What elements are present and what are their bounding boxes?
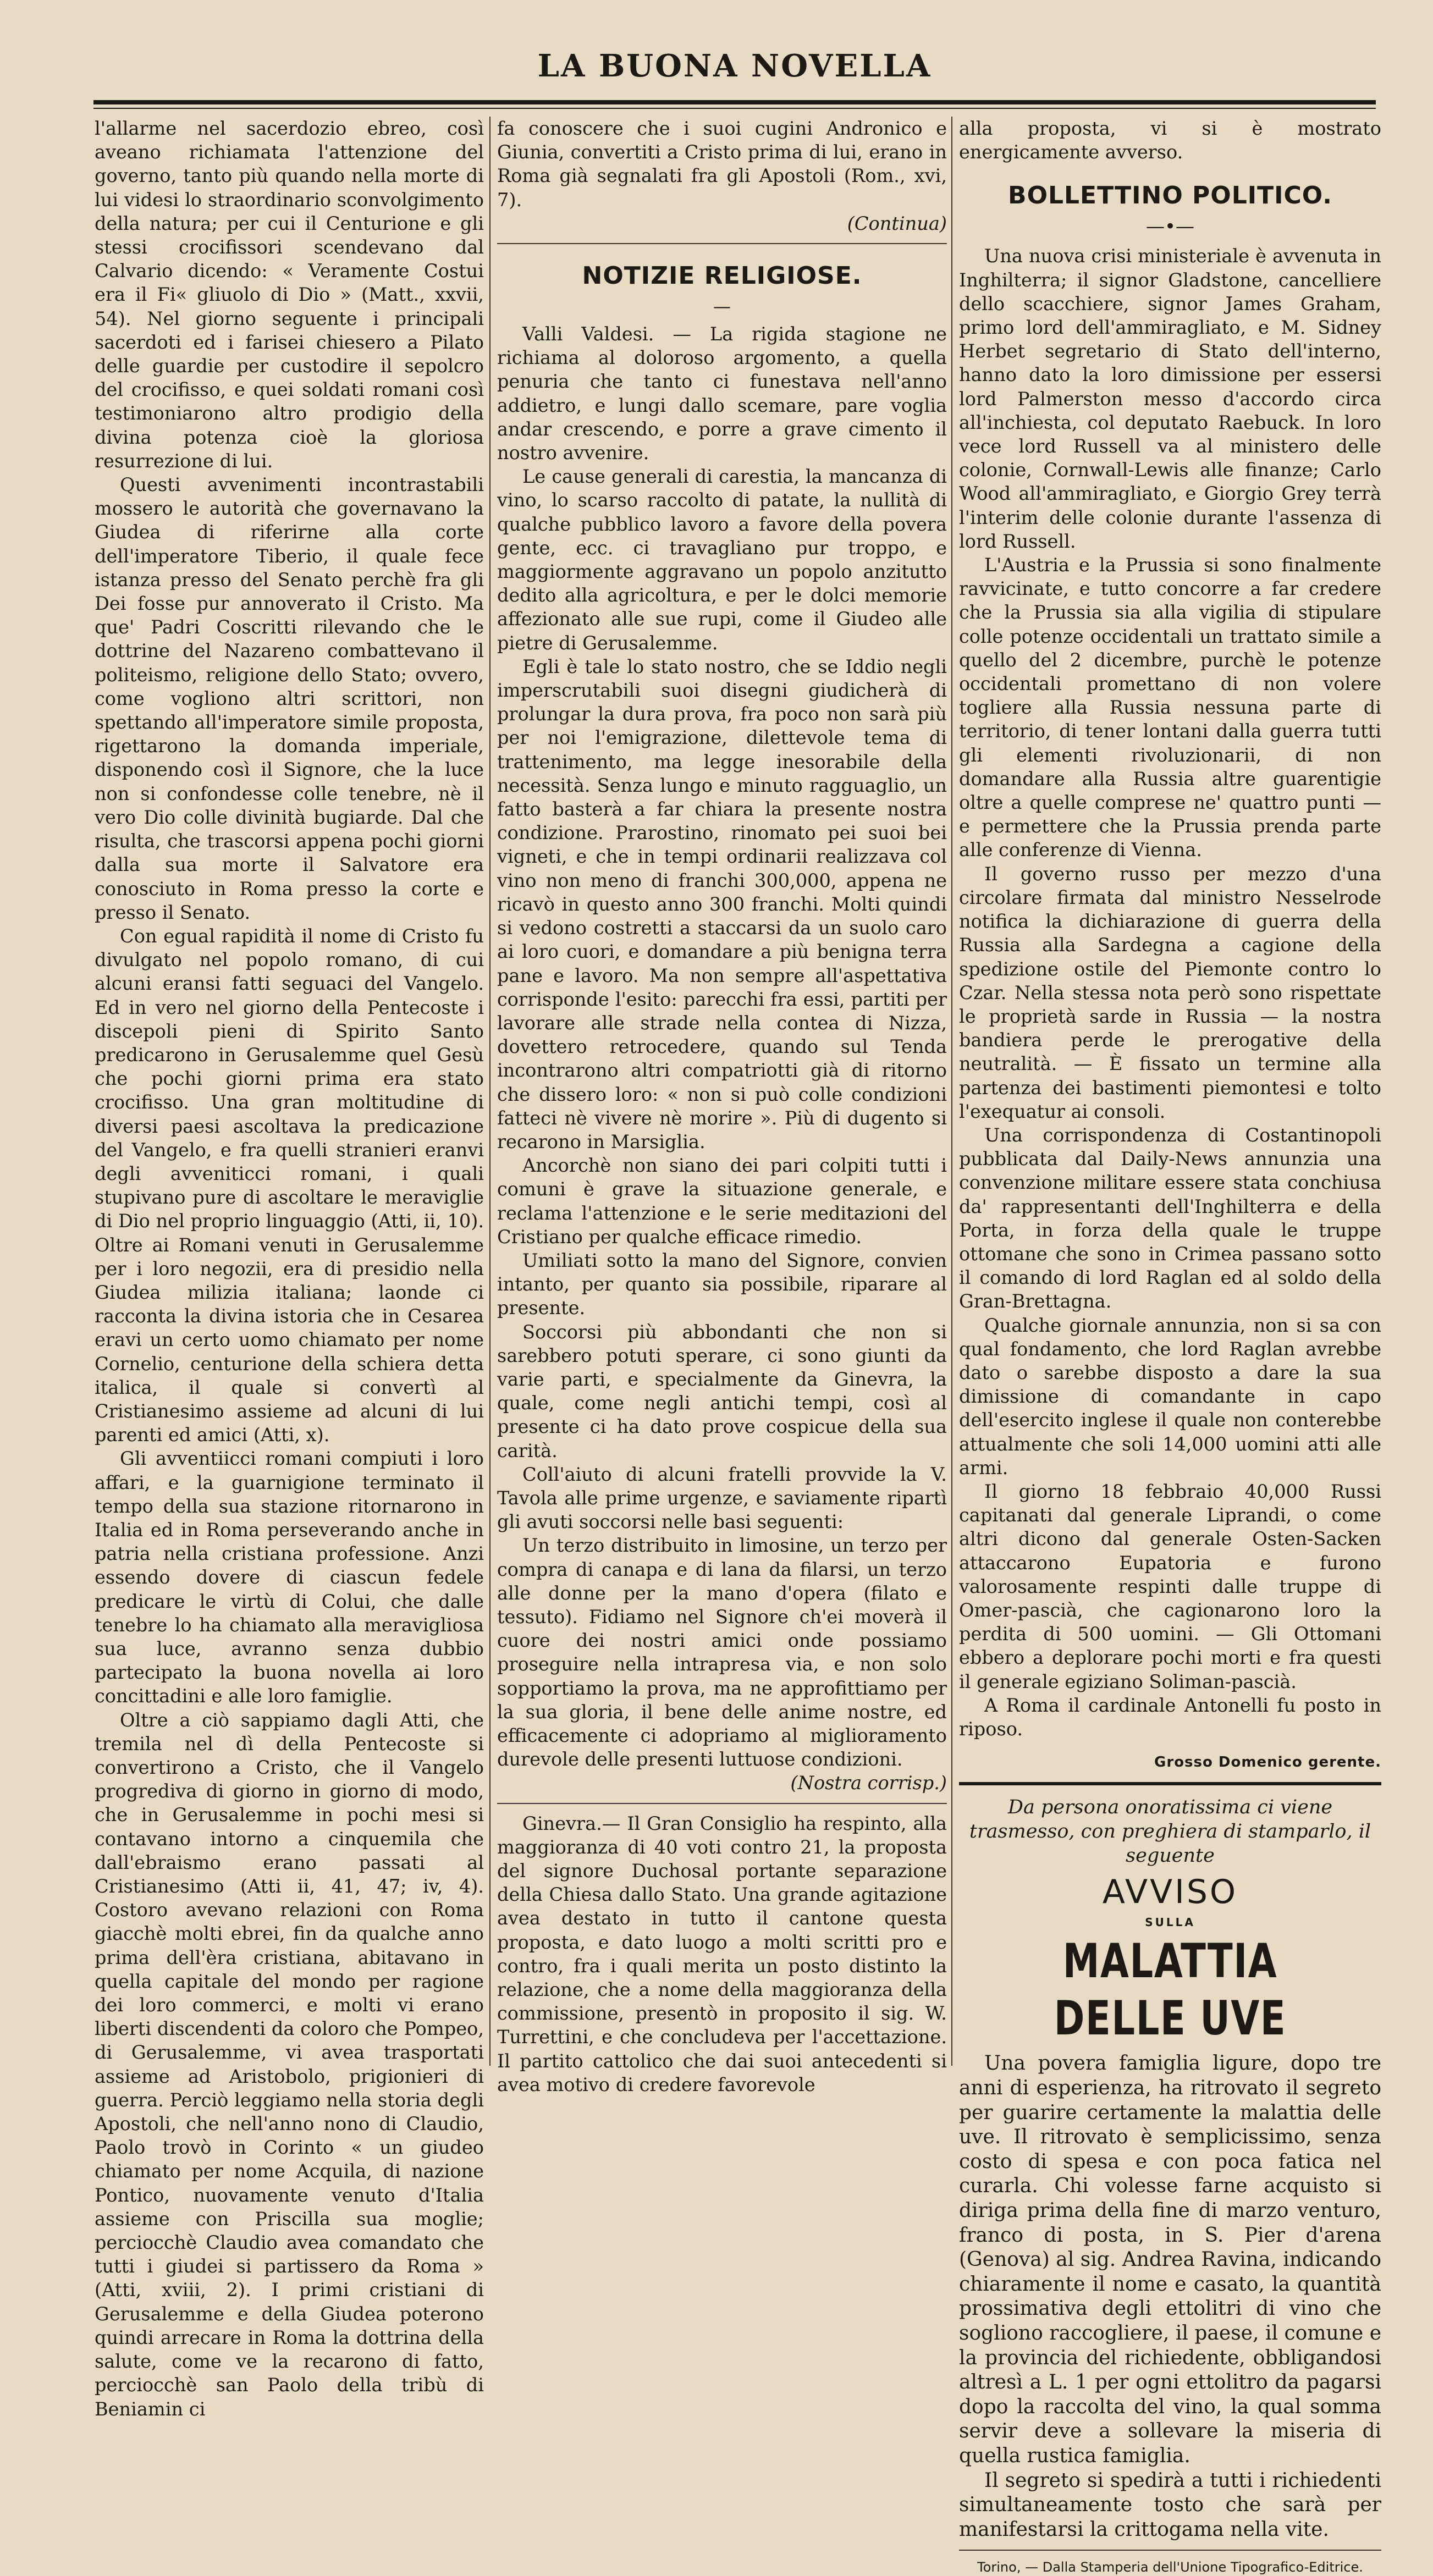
article-paragraph: Ginevra.— Il Gran Consiglio ha respinto, alla maggioranza di 40 voti contro 21, la proposta del signore Duchosal portante separazione della Chiesa dallo Stato. Una grande agitazione avea destato in tutto il cantone questa proposta, e dato luogo a molti scritti pro e contro, fra i quali merita un posto distinto la relazione, che a nome della maggioranza della commissione, presentò in proposito il sig. W. Turrettini, e che concludeva per l'accettazione. Il partito cattolico che dai suoi antecedenti si avea motivo di credere favorevole: [497, 1812, 947, 2095]
column-1: [95, 117, 484, 2421]
article-paragraph: Questi avvenimenti incontrastabili mossero le autorità che governavano la Giudea di riferirne alla corte dell'imperatore Tiberio, il quale fece istanza presso del Senato perchè fra gli Dei fosse pur annoverato il Cristo. Ma que' Padri Coscritti rilevando che le dottrine del Nazareno combattevano il politeismo, religione dello Stato; ovvero, come vogliono altri scrittori, non spettando all'imperatore simile proposta, rigettarono la domanda imperiale, disponendo così il Signore, che la luce non si confondesse colle tenebre, nè il vero Dio colle divinità bugiarde. Dal che risulta, che trascorsi appena pochi giorni dalla sua morte il Salvatore era conosciuto in Roma presso la corte e presso il Senato.: [95, 474, 484, 923]
continua-note: (Continua): [847, 212, 947, 234]
section-title-bollettino: BOLLETTINO POLITICO.: [1008, 181, 1332, 210]
article-paragraph: Qualche giornale annunzia, non si sa con qual fondamento, che lord Raglan avrebbe dato o sarebbe disposto a dare la sua dimissione di comandante in capo dell'esercito inglese il quale non conterebbe attualmente che soli 14,000 uomini atti alle armi.: [959, 1314, 1381, 1479]
article-paragraph: Ancorchè non siano dei pari colpiti tutti i comuni è grave la situazione generale, e reclama l'attenzione e le serie meditazioni del Cristiano per qualche efficace rimedio.: [497, 1155, 947, 1248]
notice-paragraph: Il segreto si spedirà a tutti i richiedenti simultaneamente tosto che sarà per manifestarsi la crittogama nella vite.: [959, 2469, 1381, 2541]
article-paragraph: Oltre a ciò sappiamo dagli Atti, che tremila nel dì della Pentecoste si convertirono a Cristo, che il Vangelo progrediva di giorno in giorno di modo, che in Gerusalemme in pochi mesi si contavano intorno a cinquemila che dall'ebraismo erano passati al Cristianesimo (Atti ii, 41, 47; iv, 4). Costoro avevano relazioni con Roma giacchè molti ebrei, fin da qualche anno prima dell'èra cristiana, abitavano in quella capitale del mondo per ragione dei loro commerci, e molti vi erano liberti discendenti da coloro che Pompeo, di Gerusalemme, vi avea trasportati assieme ad Aristobolo, prigionieri di guerra. Perciò leggiamo nella storia degli Apostoli, che nell'anno nono di Claudio, Paolo trovò in Corinto « un giudeo chiamato per nome Acquila, di nazione Pontico, nuovamente venuto d'Italia assieme con Priscilla sua moglie; perciocchè Claudio avea comandato che tutti i giudei si partissero da Roma » (Atti, xviii, 2). I primi cristiani di Gerusalemme e della Giudea poterono quindi arrecare in Roma la dottrina della salute, come ve la recarono di fatto, perciocchè san Paolo della tribù di Beniamin ci: [95, 1709, 484, 2420]
article-paragraph: Il governo russo per mezzo d'una circolare firmata dal ministro Nesselrode notifica la dichiarazione di guerra della Russia alla Sardegna a cagione della spedizione ostile del Piemonte contro lo Czar. Nella stessa nota però sono rispettate le proprietà sarde in Russia — la nostra bandiera perde le prerogative della neutralità. — È fissato un termine alla partenza dei bastimenti piemontesi e tolto l'exequatur ai consoli.: [959, 863, 1381, 1122]
article-paragraph: Soccorsi più abbondanti che non si sarebbero potuti sperare, ci sono giunti da varie parti, e specialmente da Ginevra, la quale, come negli antichi tempi, così al presente ci ha dato prove cospicue della sua carità.: [497, 1321, 947, 1461]
section-divider: [959, 2550, 1381, 2551]
header-rule: [93, 100, 1376, 104]
article-paragraph: Gli avventiicci romani compiuti i loro affari, e la guarnigione terminato il tempo della sua stazione ritornarono in Italia ed in Roma perseverando anche in patria nella cristiana professione. Anzi essendo dovere di ciascun fedele predicare le virtù di Colui, che dalle tenebre lo ha chiamato alla meravigliosa sua luce, avranno senza dubbio partecipato la buona novella ai loro concittadini e alle loro famiglie.: [95, 1448, 484, 1707]
article-paragraph: alla proposta, vi si è mostrato energicamente avverso.: [959, 118, 1381, 163]
article-paragraph: Egli è tale lo stato nostro, che se Iddio negli imperscrutabili suoi disegni giudicherà di prolungar la dura prova, fra poco non sarà più per noi l'emigrazione, dilettevole tema di trattenimento, ma legge inesorabile della necessità. Senza lungo e minuto ragguaglio, un fatto basterà a far chiara la presente nostra condizione. Prarostino, rinomato pei suoi bei vigneti, e che in tempi ordinarii realizzava col vino non meno di franchi 300,000, appena ne ricavò in questo anno 300 franchi. Molti quindi si vedono costretti a staccarsi da un suolo caro ai loro cuori, e domandare a più benigna terra pane e lavoro. Ma non sempre all'aspettativa corrisponde l'esito: parecchi fra essi, partiti per lavorare alle strade nella contea di Nizza, dovettero retrocedere, quando sul Tenda incontrarono altri compatriotti già di ritorno che dissero loro: « non si può colle condizioni fatteci nè vivere nè morire ». Più di dugento si recarono in Marsiglia.: [497, 655, 947, 1152]
article-paragraph: Un terzo distribuito in limosine, un terzo per compra di canapa e di lana da filarsi, un terzo alle donne per la mano d'opera (filato e tessuto). Fidiamo nel Signore ch'ei moverà il cuore dei nostri amici onde possiamo proseguire nella intrapresa via, e non solo sopportiamo la prova, ma ne approfittiamo per la sua gloria, il bene delle anime nostre, ed efficacemente ci adopriamo al miglioramento durevole delle presenti luttuose condizioni.: [497, 1535, 947, 1770]
notice-body: [959, 2051, 1381, 2542]
header-rule-thin: [93, 108, 1376, 109]
article-paragraph: Il giorno 18 febbraio 40,000 Russi capitanati dal generale Liprandi, o come altri dicono dal generale Osten-Sacken attaccarono Eupatoria e furono valorosamente respinti dalle truppe di Omer-pascià, che cagionarono loro la perdita di 500 uomini. — Gli Ottomani ebbero a deplorare pochi morti e fra questi il generale egiziano Soliman-pascià.: [959, 1480, 1381, 1692]
notice-paragraph: Una povera famiglia ligure, dopo tre anni di esperienza, ha ritrovato il segreto per guarire certamente la malattia delle uve. Il ritrovato è semplicissimo, senza costo di spesa e con poca fatica nel curarla. Chi volesse farne acquisto si diriga prima della fine di marzo venturo, franco di posta, in S. Pier d'arena (Genova) al sig. Andrea Ravina, indicando chiaramente il nome e casato, la quantità prossimativa degli ettolitri di vino che sogliono raccogliere, il paese, il comune e la provincia del richiedente, obbligandosi altresì a L. 1 per ogni ettolitro da pagarsi dopo la raccolta del vino, la qual somma servir deve a sollevare la miseria di quella rustica famiglia.: [959, 2052, 1381, 2467]
article-paragraph: Le cause generali di carestia, la mancanza di vino, lo scarso raccolto di patate, la nullità di qualche pubblico lavoro a favore della povera gente, ecc. ci travagliano pur troppo, e maggiormente aggravano un popolo anzitutto dedito alla agricoltura, e per le dolci memorie affezionato alle sue rupi, come il Giudeo alle pietre di Gerusalemme.: [497, 466, 947, 654]
article-paragraph: Una corrispondenza di Costantinopoli pubblicata dal Daily-News annunzia una convenzione militare essere stata conchiusa da' rappresentanti dell'Inghilterra e della Porta, in forza della quale le truppe ottomane che sono in Crimea passano sotto il comando di lord Raglan ed al soldo della Gran-Brettagna.: [959, 1124, 1381, 1312]
notice-title: AVVISO: [1102, 1873, 1238, 1912]
article-paragraph: Valli Valdesi. — La rigida stagione ne richiama al doloroso argomento, a quella penuria che tanto ci funestava nell'anno addietro, e lungi dallo scemare, pare voglia andar crescendo, e porre a grave cimento il nostro avvenire.: [497, 323, 947, 464]
section-divider: [959, 1782, 1381, 1785]
masthead: LA BUONA NOVELLA: [537, 48, 932, 84]
section-divider: [497, 243, 947, 244]
column-divider: [489, 117, 490, 2066]
article-paragraph: l'allarme nel sacerdozio ebreo, così aveano richiamata l'attenzione del governo, tanto più quando nella morte di lui videsi lo straordinario sconvolgimento della natura; per cui il Centurione e gli stessi crocifissori scendevano dal Calvario dicendo: « Veramente Costui era il Fi« gliuolo di Dio » (Matt., xxvii, 54). Nel giorno seguente i principali sacerdoti ed i farisei chiesero a Pilato delle guardie per custodire il sepolcro del crocifisso, e quei soldati romani così testimoniarono altro prodigio della divina potenza cioè la gloriosa resurrezione di lui.: [95, 118, 484, 472]
source-note: (Nostra corrisp.): [790, 1772, 947, 1794]
section-divider: [497, 1803, 947, 1804]
article-paragraph: L'Austria e la Prussia si sono finalmente ravvicinate, e tutto concorre a far credere che la Prussia sia alla vigilia di stipulare colle potenze occidentali un trattato simile a quello del 2 dicembre, purchè le potenze occidentali promettano di non volere togliere alla Russia nessuna parte di territorio, di tener lontani dalla guerra tutti gli elementi rivoluzionarii, di non domandare alla Russia altre guarentigie oltre a quelle comprese ne' quattro punti — e permettere che la Prussia prenda parte alle conferenze di Vienna.: [959, 554, 1381, 861]
notice-subject: MALATTIA DELLE UVE: [1054, 1934, 1287, 2047]
title-ornament: —: [713, 296, 731, 317]
printer-imprint: Torino, — Dalla Stamperia dell'Unione Tipografico-Editrice.: [977, 2560, 1363, 2575]
column-3: [959, 117, 1381, 2576]
notice-intro: Da persona onoratissima ci viene trasmesso, con preghiera di stamparlo, il seguente: [969, 1796, 1371, 1867]
section-title-notizie: NOTIZIE RELIGIOSE.: [582, 262, 862, 290]
article-paragraph: Umiliati sotto la mano del Signore, convien intanto, per quanto sia possibile, riparare al presente.: [497, 1249, 947, 1319]
article-paragraph: Coll'aiuto di alcuni fratelli provvide la V. Tavola alle prime urgenze, e saviamente ripartì gli avuti soccorsi nelle basi seguenti:: [497, 1463, 947, 1533]
article-paragraph: Una nuova crisi ministeriale è avvenuta in Inghilterra; il signor Gladstone, cancelliere dello scacchiere, signor James Graham, primo lord dell'ammiragliato, e M. Sidney Herbet segretario di Stato dell'interno, hanno dato la loro dimissione per essersi lord Palmerston messo d'accordo circa all'inchiesta, col deputato Raebuck. In loro vece lord Russell va al ministero delle colonie, Cornwall-Lewis alle finanze; Carlo Wood all'ammiragliato, e Giorgio Grey terrà l'interim delle colonie durante l'assenza di lord Russell.: [959, 245, 1381, 552]
page-header: [93, 38, 1376, 93]
article-paragraph: fa conoscere che i suoi cugini Andronico e Giunia, convertiti a Cristo prima di lui, erano in Roma già segnalati fra gli Apostoli (Rom., xvi, 7).: [497, 118, 947, 211]
title-ornament: —•—: [1145, 216, 1195, 238]
column-2: [497, 117, 947, 2097]
signature: Grosso Domenico gerente.: [1154, 1754, 1381, 1771]
column-divider: [951, 117, 952, 2066]
article-paragraph: Con egual rapidità il nome di Cristo fu divulgato nel popolo romano, di cui alcuni eransi fatti seguaci del Vangelo. Ed in vero nel giorno della Pentecoste i discepoli pieni di Spirito Santo predicarono in Gerusalemme quel Gesù che pochi giorni prima era stato crocifisso. Una gran moltitudine di diversi paesi ascoltava la predicazione del Vangelo, e fra quelli stranieri eranvi degli avveniticci romani, i quali stupivano pure di ascoltare le meraviglie di Dio nel proprio linguaggio (Atti, ii, 10). Oltre ai Romani venuti in Gerusalemme per i loro negozii, era di presidio nella Giudea milizia italiana; laonde ci racconta la divina istoria che in Cesarea eravi un certo uomo chiamato per nome Cornelio, centurione della schiera detta italica, il quale si convertì al Cristianesimo assieme ad alcuni di lui parenti ed amici (Atti, x).: [95, 925, 484, 1446]
article-paragraph: A Roma il cardinale Antonelli fu posto in riposo.: [959, 1694, 1381, 1740]
notice-sulla: SULLA: [1145, 1916, 1195, 1929]
